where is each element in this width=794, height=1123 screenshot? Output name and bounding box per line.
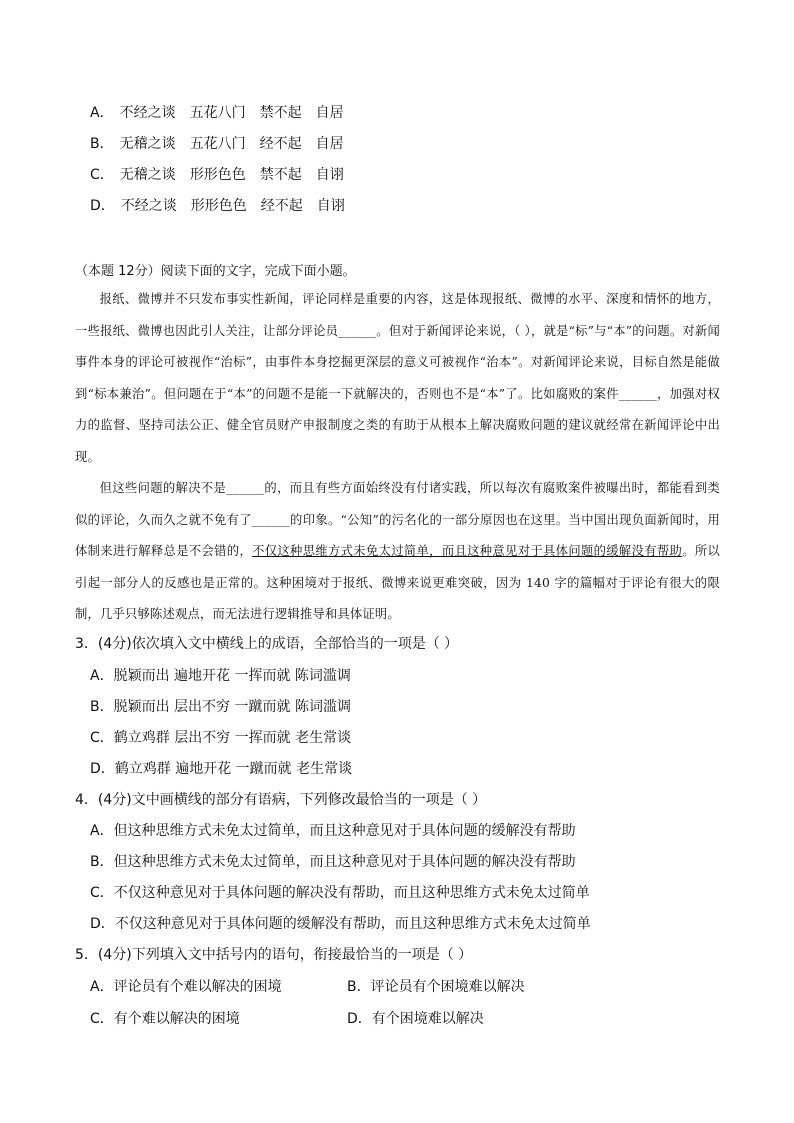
prev-option-c: C． 无稽之谈 形形色色 禁不起 自诩 <box>90 167 344 183</box>
question-5-stem: 5．(4分)下列填入文中括号内的语句，衔接最恰当的一项是（ ） <box>75 947 473 963</box>
question-4-choice-b: B．但这种思维方式未免太过简单，而且这种意见对于具体问题的解决没有帮助 <box>90 854 576 870</box>
question-5-choice-a: A．评论员有个难以解决的困境 <box>90 979 282 995</box>
question-4-choice-c: C．不仅这种意见对于具体问题的解决没有帮助，而且这种思维方式未免太过简单 <box>90 885 590 901</box>
question-5-choice-c: C．有个难以解决的困境 <box>90 1011 240 1027</box>
reading-passage <box>75 284 720 631</box>
underlined-sentence: 不仅这种思维方式未免太过简单，而且这种意见对于具体问题的缓解没有帮助 <box>252 544 683 558</box>
passage-paragraph-2: 但这些问题的解决不是______的，而且有些方面始终没有付诸实践，所以每次有腐败案件被曝出时，都能看到类似的评论，久而久之就不免有了______的印象。“公知”的污名化的一部分原因也在这里。当中国出现负面新闻时，用体制来进行解释总是不会错的，不仅这种思维方式未免太过简单，而且这种意见对于具体问题的缓解没有帮助。所以引起一部分人的反感也是正常的。这种困境对于报纸、微博来说更难突破，因为 140 字的篇幅对于评论有很大的限制，几乎只够陈述观点，而无法进行逻辑推导和具体证明。 <box>75 481 721 621</box>
question-4-choice-d: D．不仅这种意见对于具体问题的缓解没有帮助，而且这种思维方式未免太过简单 <box>90 916 591 932</box>
prev-option-a: A． 不经之谈 五花八门 禁不起 自居 <box>90 105 344 121</box>
question-3-stem: 3．(4分)依次填入文中横线上的成语，全部恰当的一项是（ ） <box>75 636 459 652</box>
question-3-choice-b: B．脱颖而出 层出不穷 一蹴而就 陈词滥调 <box>90 699 351 715</box>
question-4-stem: 4．(4分)文中画横线的部分有语病，下列修改最恰当的一项是（ ） <box>75 792 487 808</box>
question-3-choice-a: A．脱颖而出 遍地开花 一挥而就 陈词滥调 <box>90 668 351 684</box>
question-5-choice-d: D．有个困境难以解决 <box>347 1011 484 1027</box>
section-header: （本题 12分）阅读下面的文字，完成下面小题。 <box>75 264 356 279</box>
question-3-choice-c: C．鹤立鸡群 层出不穷 一挥而就 老生常谈 <box>90 730 352 746</box>
question-5-choice-b: B．评论员有个困境难以解决 <box>347 979 525 995</box>
prev-option-b: B． 无稽之谈 五花八门 经不起 自居 <box>90 136 344 152</box>
passage-paragraph-1: 报纸、微博并不只发布事实性新闻，评论同样是重要的内容，这是体现报纸、微博的水平、深度和情怀的地方，一些报纸、微博也因此引人关注，让部分评论员______。但对于新闻评论来说，（ ），就是“标”与“本”的问题。对新闻事件本身的评论可被视作“治标”，由事件本身挖掘更深层的意义可被视作“治本”。对新闻评论来说，目标自然是能做到“标本兼治”。但问题在于“本”的问题不是能一下就解决的，否则也不是“本”了。比如腐败的案件______，加强对权力的监督、坚持司法公正、健全官员财产申报制度之类的有助于从根本上解决腐败问题的建议就经常在新闻评论中出现。 <box>75 292 720 464</box>
question-3-choice-d: D．鹤立鸡群 遍地开花 一蹴而就 老生常谈 <box>90 761 353 777</box>
question-4-choice-a: A．但这种思维方式未免太过简单，而且这种意见对于具体问题的缓解没有帮助 <box>90 823 576 839</box>
prev-option-d: D． 不经之谈 形形色色 经不起 自诩 <box>90 198 345 214</box>
